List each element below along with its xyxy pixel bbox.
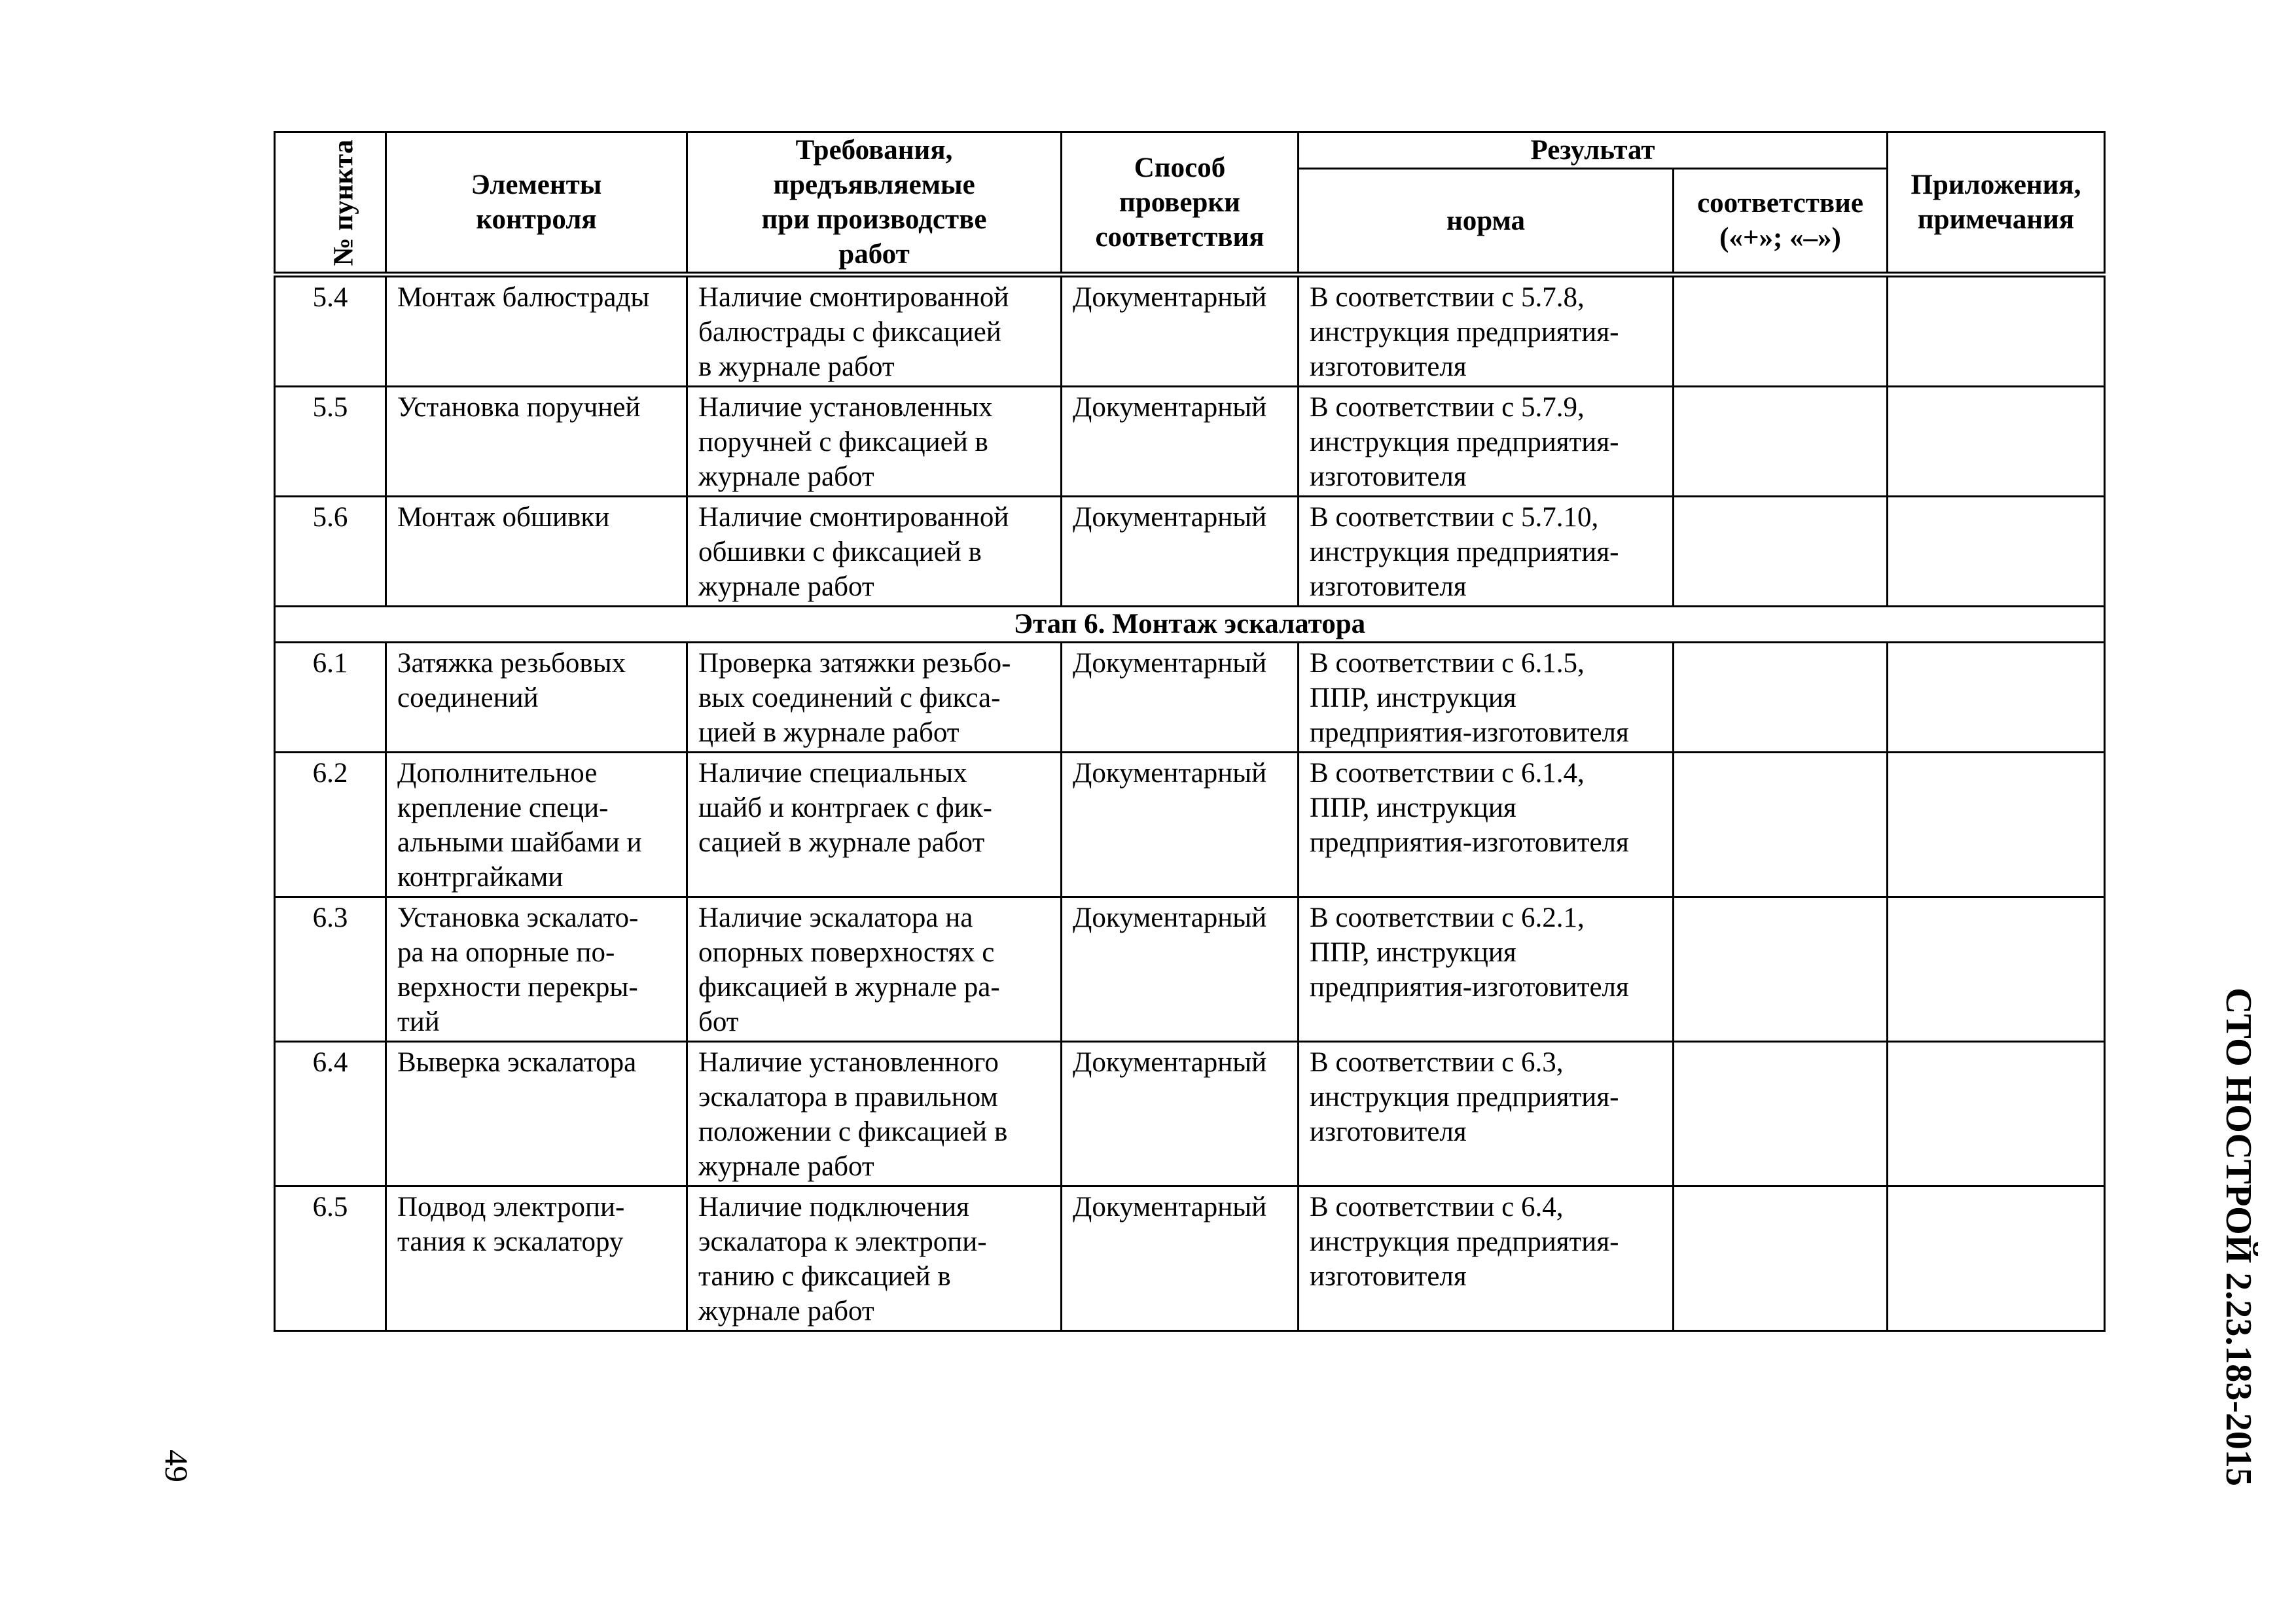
conformity-cell (1674, 387, 1888, 497)
control-element: Монтаж балюстрады (386, 275, 687, 387)
verification-method: Документарный (1062, 275, 1299, 387)
notes-cell (1888, 643, 2105, 753)
item-number: 6.3 (275, 897, 386, 1042)
verification-method: Документарный (1062, 753, 1299, 897)
header-requirements: Требования, предъявляемые при производстве работ (687, 132, 1062, 275)
norm: В соответствии с 6.1.5, ППР, инструкция предприятия-изготовителя (1299, 643, 1674, 753)
header-conformity: соответствие («+»; «–») (1674, 169, 1888, 275)
conformity-cell (1674, 1042, 1888, 1186)
document-code-text: СТО НОСТРОЙ 2.23.183-2015 (2218, 988, 2259, 1486)
requirement: Наличие смонтированной балюстрады с фиксацией в журнале работ (687, 275, 1062, 387)
item-number: 6.4 (275, 1042, 386, 1186)
header-elements: Элементы контроля (386, 132, 687, 275)
control-element: Подвод электропи- тания к эскалатору (386, 1186, 687, 1331)
control-element: Затяжка резьбовых соединений (386, 643, 687, 753)
item-number: 6.5 (275, 1186, 386, 1331)
notes-cell (1888, 275, 2105, 387)
requirement: Наличие подключения эскалатора к электропи- танию с фиксацией в журнале работ (687, 1186, 1062, 1331)
control-element: Установка эскалато- ра на опорные по- верхности перекры- тий (386, 897, 687, 1042)
header-norm: норма (1299, 169, 1674, 275)
header-item-number: № пункта (275, 132, 386, 275)
header-method: Способ проверки соответствия (1062, 132, 1299, 275)
control-table (274, 131, 2106, 1332)
norm: В соответствии с 6.1.4, ППР, инструкция предприятия-изготовителя (1299, 753, 1674, 897)
table-row (275, 275, 2105, 387)
table-row (275, 1042, 2105, 1186)
verification-method: Документарный (1062, 897, 1299, 1042)
conformity-cell (1674, 275, 1888, 387)
page-number-text: 49 (158, 1450, 195, 1482)
header-notes: Приложения, примечания (1888, 132, 2105, 275)
item-number: 5.6 (275, 497, 386, 607)
control-element: Выверка эскалатора (386, 1042, 687, 1186)
conformity-cell (1674, 753, 1888, 897)
table-row (275, 643, 2105, 753)
verification-method: Документарный (1062, 1186, 1299, 1331)
table-row (275, 897, 2105, 1042)
conformity-cell (1674, 1186, 1888, 1331)
requirement: Наличие специальных шайб и контргаек с фик- сацией в журнале работ (687, 753, 1062, 897)
table-row (275, 497, 2105, 607)
requirement: Наличие установленных поручней с фиксацией в журнале работ (687, 387, 1062, 497)
control-element: Дополнительное крепление специ- альными шайбами и контргайками (386, 753, 687, 897)
control-element: Установка поручней (386, 387, 687, 497)
norm: В соответствии с 6.4, инструкция предприятия- изготовителя (1299, 1186, 1674, 1331)
page-number (151, 1440, 203, 1492)
document-code (2217, 988, 2259, 1486)
item-number: 5.4 (275, 275, 386, 387)
notes-cell (1888, 497, 2105, 607)
notes-cell (1888, 1186, 2105, 1331)
table-row (275, 387, 2105, 497)
norm: В соответствии с 5.7.9, инструкция предприятия- изготовителя (1299, 387, 1674, 497)
notes-cell (1888, 753, 2105, 897)
norm: В соответствии с 6.3, инструкция предприятия- изготовителя (1299, 1042, 1674, 1186)
verification-method: Документарный (1062, 643, 1299, 753)
header-result: Результат (1299, 132, 1888, 169)
notes-cell (1888, 387, 2105, 497)
verification-method: Документарный (1062, 1042, 1299, 1186)
conformity-cell (1674, 497, 1888, 607)
control-element: Монтаж обшивки (386, 497, 687, 607)
verification-method: Документарный (1062, 497, 1299, 607)
item-number: 5.5 (275, 387, 386, 497)
item-number: 6.2 (275, 753, 386, 897)
norm: В соответствии с 5.7.8, инструкция предприятия- изготовителя (1299, 275, 1674, 387)
item-number: 6.1 (275, 643, 386, 753)
norm: В соответствии с 6.2.1, ППР, инструкция предприятия-изготовителя (1299, 897, 1674, 1042)
requirement: Проверка затяжки резьбо- вых соединений с фикса- цией в журнале работ (687, 643, 1062, 753)
conformity-cell (1674, 643, 1888, 753)
requirement: Наличие смонтированной обшивки с фиксацией в журнале работ (687, 497, 1062, 607)
verification-method: Документарный (1062, 387, 1299, 497)
notes-cell (1888, 897, 2105, 1042)
requirement: Наличие эскалатора на опорных поверхностях с фиксацией в журнале ра- бот (687, 897, 1062, 1042)
conformity-cell (1674, 897, 1888, 1042)
requirement: Наличие установленного эскалатора в правильном положении с фиксацией в журнале работ (687, 1042, 1062, 1186)
stage-row (275, 607, 2105, 643)
norm: В соответствии с 5.7.10, инструкция предприятия- изготовителя (1299, 497, 1674, 607)
table-row (275, 1186, 2105, 1331)
table-row (275, 753, 2105, 897)
notes-cell (1888, 1042, 2105, 1186)
stage-title: Этап 6. Монтаж эскалатора (275, 607, 2105, 643)
